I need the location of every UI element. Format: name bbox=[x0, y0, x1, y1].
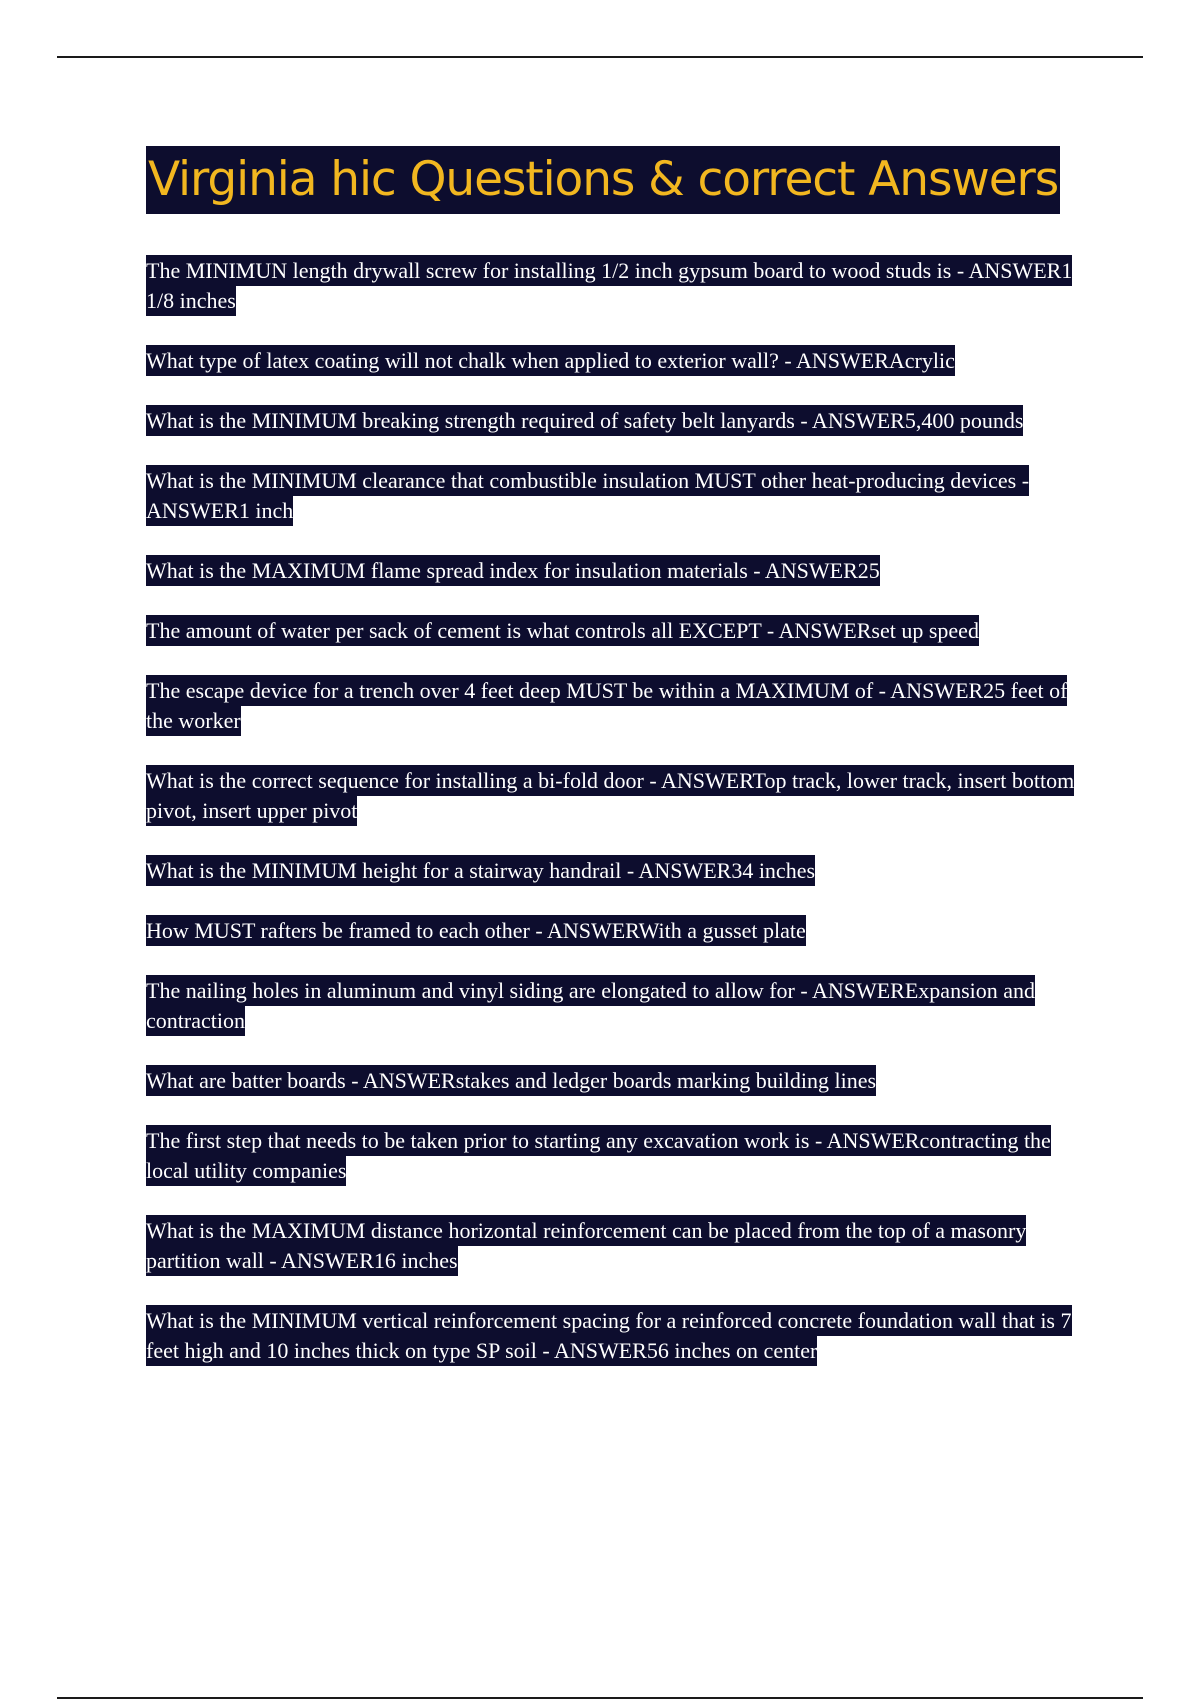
title-block bbox=[146, 146, 1059, 214]
bottom-rule bbox=[57, 1697, 1143, 1699]
qa-item-14 bbox=[146, 1216, 1091, 1276]
qa-text: What is the MINIMUM vertical reinforcement spacing for a reinforced concrete foundation wall that is 7 feet high and 10 inches thick on type SP soil - ANSWER56 inches on center bbox=[146, 1305, 1072, 1366]
qa-list bbox=[146, 256, 1091, 1396]
qa-item-5 bbox=[146, 556, 1091, 586]
qa-item-7 bbox=[146, 676, 1091, 736]
qa-item-3 bbox=[146, 406, 1091, 436]
qa-item-6 bbox=[146, 616, 1091, 646]
qa-text: What is the MAXIMUM flame spread index for insulation materials - ANSWER25 bbox=[146, 555, 880, 586]
qa-item-11 bbox=[146, 976, 1091, 1036]
top-rule bbox=[57, 56, 1143, 58]
qa-text: What type of latex coating will not chalk when applied to exterior wall? - ANSWERAcrylic bbox=[146, 345, 955, 376]
qa-text: How MUST rafters be framed to each other - ANSWERWith a gusset plate bbox=[146, 915, 806, 946]
qa-item-12 bbox=[146, 1066, 1091, 1096]
qa-item-13 bbox=[146, 1126, 1091, 1186]
qa-item-9 bbox=[146, 856, 1091, 886]
qa-item-8 bbox=[146, 766, 1091, 826]
qa-text: The first step that needs to be taken prior to starting any excavation work is - ANSWERcontracting the local utility companies bbox=[146, 1125, 1051, 1186]
qa-text: What is the MINIMUM height for a stairway handrail - ANSWER34 inches bbox=[146, 855, 815, 886]
qa-text: The nailing holes in aluminum and vinyl siding are elongated to allow for - ANSWERExpansion and contraction bbox=[146, 975, 1035, 1036]
qa-item-2 bbox=[146, 346, 1091, 376]
qa-item-1 bbox=[146, 256, 1091, 316]
qa-item-15 bbox=[146, 1306, 1091, 1366]
qa-text: The escape device for a trench over 4 feet deep MUST be within a MAXIMUM of - ANSWER25 feet of the worker bbox=[146, 675, 1067, 736]
qa-text: What is the MINIMUM breaking strength required of safety belt lanyards - ANSWER5,400 pounds bbox=[146, 405, 1023, 436]
qa-item-4 bbox=[146, 466, 1091, 526]
qa-item-10 bbox=[146, 916, 1091, 946]
qa-text: The MINIMUN length drywall screw for installing 1/2 inch gypsum board to wood studs is - ANSWER1 1/8 inches bbox=[146, 255, 1072, 316]
document-title: Virginia hic Questions & correct Answers bbox=[146, 146, 1060, 214]
qa-text: What is the correct sequence for installing a bi-fold door - ANSWERTop track, lower track, insert bottom pivot, insert upper pivot bbox=[146, 765, 1074, 826]
qa-text: The amount of water per sack of cement is what controls all EXCEPT - ANSWERset up speed bbox=[146, 615, 979, 646]
qa-text: What is the MAXIMUM distance horizontal reinforcement can be placed from the top of a masonry partition wall - ANSWER16 inches bbox=[146, 1215, 1026, 1276]
qa-text: What are batter boards - ANSWERstakes and ledger boards marking building lines bbox=[146, 1065, 876, 1096]
qa-text: What is the MINIMUM clearance that combustible insulation MUST other heat-producing devices - ANSWER1 inch bbox=[146, 465, 1029, 526]
